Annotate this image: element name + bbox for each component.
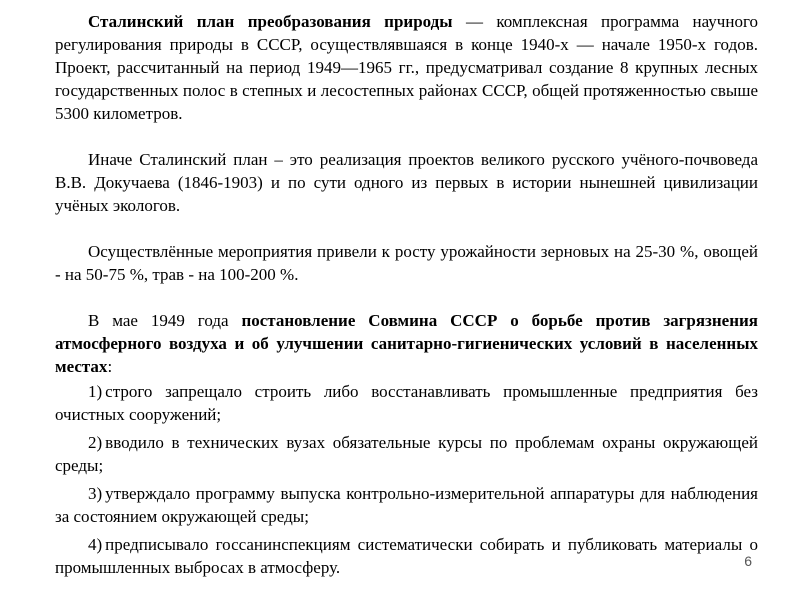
list-item <box>55 380 758 426</box>
list-item-number: 2) <box>88 433 103 452</box>
list-item-number: 3) <box>88 484 103 503</box>
list-item-number: 1) <box>88 382 103 401</box>
page-number: 6 <box>744 553 752 569</box>
slide-content <box>55 10 758 584</box>
list-item-text: вводило в технических вузах обязательные курсы по проблемам охраны окружающей среды; <box>55 433 758 475</box>
list-item <box>55 431 758 477</box>
list-item <box>55 482 758 528</box>
resolution-list <box>55 380 758 579</box>
list-item-text: строго запрещало строить либо восстанавливать промышленные предприятия без очистных сооружений; <box>55 382 758 424</box>
paragraph-resolution-lead: В мае 1949 года <box>88 311 242 330</box>
paragraph-stalin-plan-lead: Сталинский план преобразования природы <box>88 12 453 31</box>
paragraph-resolution-tail: : <box>107 357 113 376</box>
paragraph-stalin-plan-text: — комплексная программа научного регулирования природы в СССР, осуществлявшаяся в конце 1940-х — начале 1950-х годов. Проект, рассчитанный на период 1949—1965 гг., предусматривал создание 8 крупных лесных государственных полос в степных и лесостепных районах СССР, общей протяженностью свыше 5300 километров. <box>55 12 758 123</box>
paragraph-stalin-plan <box>55 10 758 125</box>
list-item-number: 4) <box>88 535 103 554</box>
list-item <box>55 533 758 579</box>
list-item-text: утверждало программу выпуска контрольно-измерительной аппаратуры для наблюдения за состоянием окружающей среды; <box>55 484 758 526</box>
paragraph-resolution-title: постановление Совмина СССР о борьбе против загрязнения атмосферного воздуха и об улучшении санитарно-гигиенических условий в населенных местах <box>55 311 758 376</box>
paragraph-dokuchaev <box>55 148 758 217</box>
paragraph-dokuchaev-text: Иначе Сталинский план – это реализация проектов великого русского учёного-почвоведа В.В. Докучаева (1846-1903) и по сути одного из первых в истории нынешней цивилизации учёных экологов. <box>55 150 758 215</box>
list-item-text: предписывало госсанинспекциям систематически собирать и публиковать материалы о промышленных выбросах в атмосферу. <box>55 535 758 577</box>
paragraph-yields-text: Осуществлённые мероприятия привели к росту урожайности зерновых на 25-30 %, овощей - на 50-75 %, трав - на 100-200 %. <box>55 242 758 284</box>
paragraph-yields <box>55 240 758 286</box>
paragraph-resolution <box>55 309 758 378</box>
